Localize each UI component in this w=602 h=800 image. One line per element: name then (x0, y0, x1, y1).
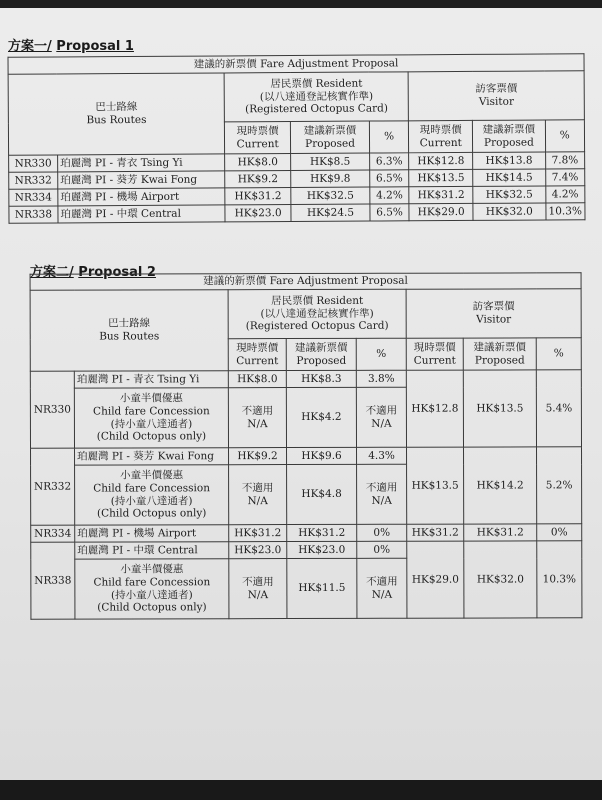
header-en: Proposed (305, 137, 355, 150)
resident-header-line1: 居民票價 Resident (271, 294, 364, 307)
resident-current: HK$8.0 (225, 154, 291, 171)
resident-current: HK$31.2 (229, 525, 287, 542)
header-en: Proposed (483, 136, 534, 149)
visitor-header-zh: 訪客票價 (472, 300, 515, 313)
resident-current-header (228, 339, 286, 371)
child-current-na (229, 465, 287, 525)
document-page (0, 8, 602, 780)
routes-header-zh: 巴士路線 (108, 317, 151, 330)
table-title: 建議的新票價 Fare Adjustment Proposal (8, 54, 584, 75)
route-name: 珀麗灣 PI - 青衣 Tsing Yi (74, 371, 228, 388)
header-en: Current (419, 136, 462, 149)
route-name: 珀麗灣 PI - 機場 Airport (75, 525, 229, 542)
na-en: N/A (247, 588, 269, 601)
resident-pct: 4.3% (357, 447, 407, 464)
table-row (31, 524, 582, 542)
visitor-pct: 10.3% (537, 541, 582, 618)
visitor-pct: 4.2% (545, 186, 585, 203)
resident-proposed: HK$9.8 (291, 170, 370, 187)
header-zh: 現時票價 (236, 124, 279, 138)
na-en: N/A (247, 494, 268, 507)
route-code: NR332 (31, 448, 75, 525)
header-zh: 現時票價 (419, 123, 462, 136)
header-zh: 現時票價 (413, 341, 456, 354)
visitor-current-header (409, 120, 473, 152)
resident-pct: 6.3% (369, 153, 408, 170)
resident-proposed: HK$31.2 (287, 524, 357, 541)
child-proposed: HK$4.8 (287, 464, 357, 524)
child-proposed: HK$11.5 (287, 558, 357, 618)
header-en: Proposed (296, 354, 347, 367)
visitor-pct: 10.3% (545, 203, 585, 220)
child-fare-line3: (持小童八達通者) (110, 494, 193, 508)
routes-header-zh: 巴士路線 (95, 101, 138, 114)
proposal-1-heading (8, 35, 134, 54)
resident-proposed: HK$9.6 (287, 447, 357, 464)
resident-pct: 0% (357, 524, 407, 541)
visitor-proposed: HK$31.2 (464, 524, 537, 541)
resident-header-line2: (以八達通登記核實作準) (260, 307, 374, 320)
visitor-current: HK$13.5 (407, 447, 464, 524)
photo-edge (0, 780, 602, 800)
visitor-current: HK$29.0 (407, 541, 464, 618)
table-row (30, 370, 581, 388)
na-en: N/A (371, 588, 393, 601)
visitor-proposed: HK$13.8 (473, 152, 545, 169)
resident-proposed: HK$8.3 (286, 370, 356, 387)
route-name: 珀麗灣 PI - 葵芳 Kwai Fong (75, 448, 229, 465)
na-zh: 不適用 (241, 481, 274, 494)
header-en: Current (236, 137, 279, 150)
resident-pct: 0% (357, 541, 407, 558)
resident-current: HK$31.2 (225, 188, 291, 205)
child-fare-line1: 小童半價優惠 (120, 469, 184, 482)
header-en: Current (413, 354, 456, 367)
visitor-header-en: Visitor (478, 95, 515, 108)
na-zh: 不適用 (366, 575, 398, 588)
header-zh: 建議新票價 (294, 341, 348, 354)
visitor-current-header (406, 338, 463, 370)
child-proposed: HK$4.2 (286, 387, 356, 447)
header-zh: 建議新票價 (473, 341, 527, 354)
header-zh: 建議新票價 (482, 123, 536, 136)
resident-header (224, 72, 408, 122)
routes-header (30, 290, 228, 372)
na-en: N/A (247, 417, 268, 430)
child-fare-line4: (Child Octopus only) (97, 601, 207, 614)
route-name: 珀麗灣 PI - 葵芳 Kwai Fong (58, 171, 225, 189)
visitor-proposed-header (473, 120, 546, 152)
header-zh: 現時票價 (236, 341, 279, 354)
na-zh: 不適用 (365, 481, 398, 494)
resident-current: HK$9.2 (229, 448, 287, 465)
child-current-na (228, 388, 286, 448)
child-fare-line1: 小童半價優惠 (119, 392, 183, 405)
resident-proposed: HK$24.5 (291, 204, 370, 221)
visitor-header-zh: 訪客票價 (475, 82, 518, 96)
child-fare-line4: (Child Octopus only) (96, 507, 207, 520)
child-fare-line1: 小童半價優惠 (120, 563, 184, 576)
routes-header-en: Bus Routes (86, 113, 147, 127)
visitor-pct: 7.4% (545, 169, 585, 186)
table-row (31, 447, 582, 465)
child-fare-label (75, 559, 229, 619)
resident-current: HK$23.0 (225, 205, 291, 222)
proposal-2-heading-sep: / (69, 265, 74, 280)
route-code: NR332 (9, 172, 58, 189)
resident-pct: 3.8% (356, 370, 406, 387)
visitor-proposed: HK$32.0 (473, 203, 545, 220)
visitor-current: HK$31.2 (409, 186, 473, 203)
table-row (9, 203, 585, 224)
visitor-header (406, 289, 581, 338)
visitor-pct-header: % (536, 338, 581, 370)
visitor-pct: 5.4% (536, 370, 581, 447)
route-name: 珀麗灣 PI - 機場 Airport (58, 188, 225, 206)
child-fare-line2: Child fare Concession (93, 481, 210, 495)
resident-pct: 6.5% (370, 170, 409, 187)
resident-header-line1: 居民票價 Resident (270, 77, 363, 90)
visitor-pct-header: % (545, 120, 585, 152)
resident-current: HK$8.0 (228, 371, 286, 388)
proposal-1-heading-en: Proposal 1 (56, 39, 134, 54)
visitor-pct: 7.8% (545, 152, 585, 169)
visitor-header (408, 71, 584, 121)
resident-pct: 4.2% (370, 187, 409, 204)
proposal-2-table (30, 272, 583, 619)
route-name: 珀麗灣 PI - 中環 Central (58, 205, 225, 223)
route-code: NR330 (30, 371, 74, 448)
route-code: NR334 (9, 189, 58, 206)
proposal-2-heading-zh: 方案二 (30, 265, 70, 280)
na-en: N/A (371, 494, 392, 507)
route-code: NR334 (31, 525, 75, 542)
resident-pct-header: % (356, 338, 406, 370)
visitor-current: HK$12.8 (409, 152, 473, 169)
routes-header-en: Bus Routes (99, 330, 160, 343)
visitor-proposed: HK$14.5 (473, 169, 545, 186)
resident-pct-header: % (369, 121, 409, 153)
resident-header-line2: (以八達通登記核實作準) (259, 90, 374, 103)
route-name: 珀麗灣 PI - 青衣 Tsing Yi (58, 154, 225, 172)
visitor-pct: 0% (537, 524, 582, 541)
visitor-proposed: HK$32.0 (464, 541, 537, 618)
na-zh: 不適用 (365, 404, 398, 417)
resident-proposed-header (291, 121, 370, 153)
proposal-1-heading-sep: / (47, 39, 52, 54)
child-fare-line2: Child fare Concession (93, 404, 210, 418)
visitor-current: HK$13.5 (409, 169, 473, 186)
header-en: Proposed (474, 353, 525, 367)
na-zh: 不適用 (241, 404, 274, 417)
resident-header (228, 289, 406, 338)
resident-pct: 6.5% (370, 204, 409, 221)
table-title: 建議的新票價 Fare Adjustment Proposal (30, 273, 581, 290)
table-row (31, 541, 582, 559)
resident-current: HK$9.2 (225, 171, 291, 188)
visitor-current: HK$31.2 (407, 524, 464, 541)
route-code: NR330 (9, 155, 58, 172)
visitor-current: HK$12.8 (406, 370, 463, 447)
resident-proposed: HK$8.5 (291, 153, 370, 170)
child-fare-line3: (持小童八達通者) (111, 588, 193, 602)
visitor-pct: 5.2% (537, 447, 582, 524)
child-current-na (229, 559, 287, 619)
child-fare-line3: (持小童八達通者) (110, 417, 193, 431)
resident-proposed-header (286, 338, 356, 370)
child-pct-na (357, 558, 407, 618)
resident-current: HK$23.0 (229, 542, 287, 559)
visitor-proposed: HK$14.2 (464, 447, 537, 524)
proposal-1-heading-zh: 方案一 (8, 39, 48, 54)
child-fare-line4: (Child Octopus only) (96, 430, 207, 443)
child-fare-label (75, 465, 229, 525)
route-code: NR338 (31, 542, 75, 619)
resident-proposed: HK$32.5 (291, 187, 370, 204)
na-zh: 不適用 (242, 575, 274, 588)
resident-header-line3: (Registered Octopus Card) (245, 320, 389, 333)
visitor-proposed: HK$32.5 (473, 186, 545, 203)
child-pct-na (356, 387, 406, 447)
routes-header (8, 73, 225, 155)
route-name: 珀麗灣 PI - 中環 Central (75, 542, 229, 559)
child-fare-line2: Child fare Concession (93, 575, 211, 589)
visitor-current: HK$29.0 (409, 203, 473, 220)
header-zh: 建議新票價 (303, 124, 357, 137)
visitor-proposed-header (463, 338, 536, 370)
child-fare-label (74, 388, 228, 448)
header-en: Current (236, 354, 279, 367)
resident-header-line3: (Registered Octopus Card) (245, 102, 388, 116)
visitor-proposed: HK$13.5 (463, 370, 536, 447)
resident-proposed: HK$23.0 (287, 541, 357, 558)
proposal-2-heading-en: Proposal 2 (78, 265, 156, 280)
na-en: N/A (371, 417, 392, 430)
resident-current-header (225, 122, 291, 154)
visitor-header-en: Visitor (476, 313, 512, 326)
proposal-1-table (7, 53, 585, 224)
route-code: NR338 (9, 206, 58, 223)
child-pct-na (357, 464, 407, 524)
